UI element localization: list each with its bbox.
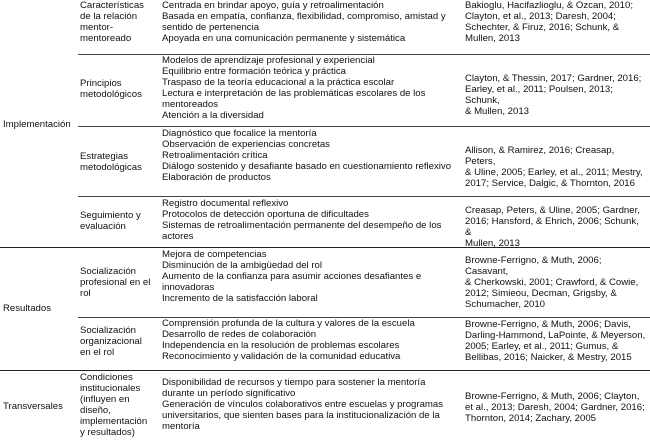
dimension-socializacion-profesional: Socialización profesional en el rol xyxy=(80,267,151,299)
list-item: Sistemas de retroalimentación permanente del desempeño de los actores xyxy=(162,219,442,242)
elements-condiciones xyxy=(162,378,458,433)
list-item: Observación de experiencias concretas xyxy=(162,138,330,150)
dimension-socializacion-organizacional: Socialización organizacional en el rol xyxy=(80,326,142,358)
references-seguimiento: Creasap, Peters, & Uline, 2005; Gardner, 2016; Hansford, & Ehrich, 2006; Schunk, & Mullen, 2013 xyxy=(465,206,640,249)
list-item: Centrada en brindar apoyo, guía y retroalimentación xyxy=(162,1,384,11)
references-socializacion-profesional: Browne-Ferrigno, & Muth, 2006; Casavant, & Cherkowski, 2001; Crawford, & Cowie, 2012; Simieou, Decman, Grigsby, & Schumacher, 2010 xyxy=(465,256,639,310)
list-item: Diálogo sostenido y desafiante basado en cuestionamiento reflexivo xyxy=(162,160,452,172)
group-label-implementacion: Implementación xyxy=(3,120,71,130)
elements-caracteristicas xyxy=(162,1,458,45)
elements-principios xyxy=(162,56,458,121)
references-principios: Clayton, & Thessin, 2017; Gardner, 2016; Earley, et al., 2011; Poulsen, 2013; Schunk, & Mullen, 2013 xyxy=(465,74,642,117)
dimension-caracteristicas: Características de la relación mentor- mentoreado xyxy=(80,1,144,44)
elements-estrategias xyxy=(162,129,458,184)
list-item: Generación de vínculos colaborativos entre escuelas y programas universitarios, que sienten bases para la institucionalización de la mentoría xyxy=(162,398,444,432)
list-item: Mejora de competencias xyxy=(162,250,267,260)
list-item: Incremento de la satisfacción laboral xyxy=(162,292,318,304)
dimension-condiciones: Condiciones institucionales (influyen en diseño, implementación y resultados) xyxy=(80,373,148,438)
list-item: Diagnóstico que focalice la mentoría xyxy=(162,129,317,139)
dimension-seguimiento: Seguimiento y evaluación xyxy=(80,211,141,232)
list-item: Disminución de la ambigüedad del rol xyxy=(162,259,322,271)
references-socializacion-organizacional: Browne-Ferrigno, & Muth, 2006; Davis, Darling-Hammond, LaPointe, & Meyerson, 2005; Earley, et al., 2011; Gumus, & Bellibas, 2016; Naicker, & Mestry, 2015 xyxy=(465,320,646,363)
list-item: Modelos de aprendizaje profesional y experiencial xyxy=(162,56,375,66)
elements-socializacion-profesional xyxy=(162,250,458,305)
references-condiciones: Browne-Ferrigno, & Muth, 2006; Clayton, et al., 2013; Daresh, 2004; Gardner, 2016; Thornton, 2014; Zachary, 2005 xyxy=(465,392,645,424)
row-divider xyxy=(78,126,650,127)
dimension-estrategias: Estrategias metodológicas xyxy=(80,152,142,173)
row-divider xyxy=(78,196,650,197)
list-item: Lectura e interpretación de las problemáticas escolares de los mentoreados xyxy=(162,87,426,110)
list-item: Aumento de la confianza para asumir acciones desafiantes e innovadoras xyxy=(162,270,422,293)
group-label-transversales: Transversales xyxy=(3,402,63,412)
list-item: Atención a la diversidad xyxy=(162,109,264,121)
elements-seguimiento xyxy=(162,199,458,243)
row-divider xyxy=(78,317,650,318)
group-divider xyxy=(0,370,650,371)
list-item: Desarrollo de redes de colaboración xyxy=(162,328,317,340)
list-item: Apoyada en una comunicación permanente y sistemática xyxy=(162,32,406,44)
list-item: Elaboración de productos xyxy=(162,171,271,183)
references-caracteristicas: Bakioglu, Hacifazlioglu, & Ozcan, 2010; Clayton, et al., 2013; Daresh, 2004; Schechter, & Firuz, 2016; Schunk, & Mullen, 2013 xyxy=(465,1,633,44)
list-item: Registro documental reflexivo xyxy=(162,199,289,209)
list-item: Retroalimentación crítica xyxy=(162,149,268,161)
list-item: Independencia en la resolución de problemas escolares xyxy=(162,339,400,351)
row-divider xyxy=(78,54,650,55)
group-label-resultados: Resultados xyxy=(3,304,51,314)
dimension-principios: Principios metodológicos xyxy=(80,79,142,100)
list-item: Protocolos de detección oportuna de dificultades xyxy=(162,208,369,220)
list-item: Basada en empatía, confianza, flexibilidad, compromiso, amistad y sentido de pertenencia xyxy=(162,10,446,33)
list-item: Comprensión profunda de la cultura y valores de la escuela xyxy=(162,319,415,329)
references-estrategias: Allison, & Ramirez, 2016; Creasap, Peters, & Uline, 2005; Earley, et al., 2011; Mestry, 2017; Service, Dalgic, & Thornton, 2016 xyxy=(465,146,643,189)
list-item: Equilibrio entre formación teórica y práctica xyxy=(162,65,346,77)
list-item: Disponibilidad de recursos y tiempo para sostener la mentoría durante un período significativo xyxy=(162,378,426,399)
list-item: Reconocimiento y validación de la comunidad educativa xyxy=(162,350,401,362)
elements-socializacion-organizacional xyxy=(162,319,458,363)
list-item: Traspaso de la teoría educacional a la práctica escolar xyxy=(162,76,395,88)
